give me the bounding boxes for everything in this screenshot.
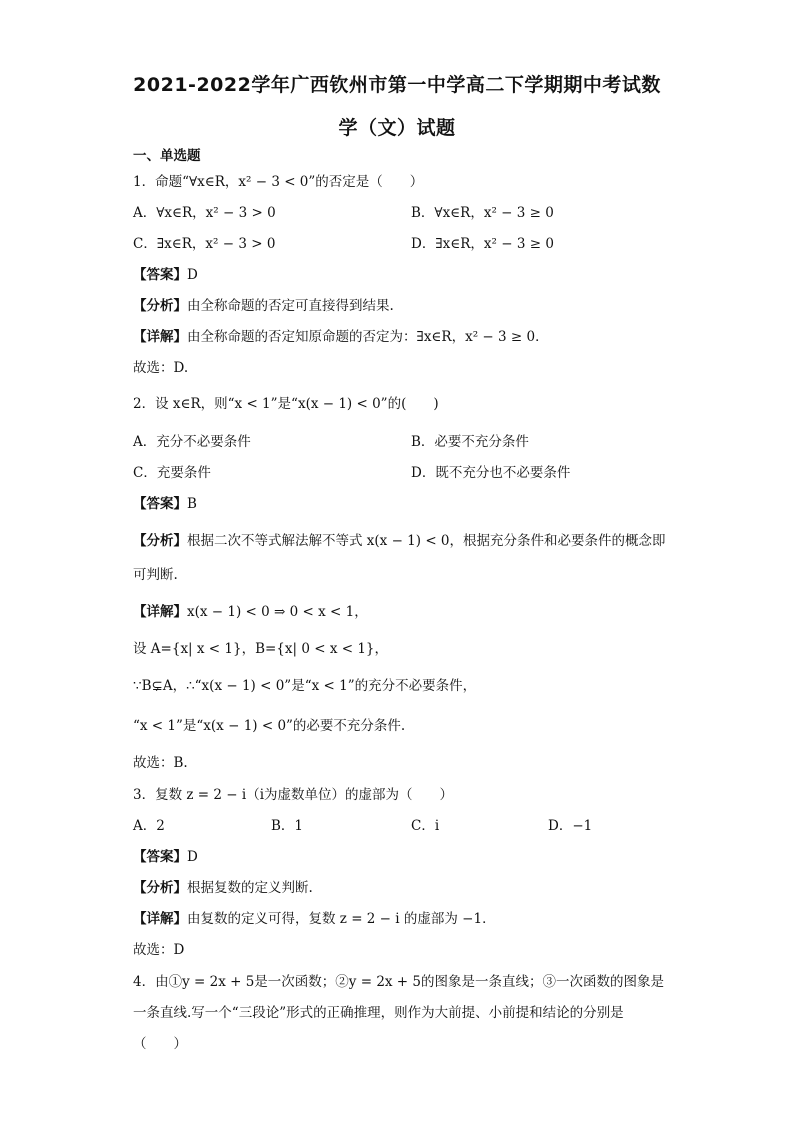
q4-stem: 4．由①y = 2x + 5是一次函数；②y = 2x + 5的图象是一条直线；③一次函数的图象是	[133, 974, 665, 990]
q3-option-d: D．−1	[548, 818, 593, 834]
analysis-tag: 【分析】	[133, 880, 187, 896]
q3-answer	[133, 848, 198, 866]
q1-option-d: D．∃x∈R，x² − 3 ≥ 0	[411, 236, 554, 252]
q1-option-c: C．∃x∈R，x² − 3 > 0	[133, 236, 276, 252]
q1-answer-value: D	[187, 267, 198, 283]
document-title-line-1: 2021-2022学年广西钦州市第一中学高二下学期期中考试数	[133, 74, 661, 96]
q1-conclusion: 故选：D.	[133, 360, 189, 376]
q2-detail-line-4: “x < 1”是“x(x − 1) < 0”的必要不充分条件.	[133, 718, 406, 734]
q3-option-c: C．i	[411, 818, 440, 834]
q3-stem: 3．复数 z = 2 − i（i为虚数单位）的虚部为（ ）	[133, 787, 454, 803]
analysis-tag: 【分析】	[133, 533, 187, 549]
q3-analysis-text: 根据复数的定义判断.	[187, 880, 313, 896]
answer-tag: 【答案】	[133, 849, 187, 865]
q3-analysis	[133, 879, 313, 897]
document-title-line-2: 学（文）试题	[338, 117, 456, 139]
q2-answer	[133, 495, 197, 513]
q3-detail	[133, 910, 496, 928]
q2-analysis-text: 根据二次不等式解法解不等式 x(x − 1) < 0，根据充分条件和必要条件的概念即	[187, 533, 666, 549]
q2-detail-line-2: 设 A={x| x < 1}，B={x| 0 < x < 1}，	[133, 641, 389, 657]
answer-tag: 【答案】	[133, 267, 187, 283]
q2-option-d: D．既不充分也不必要条件	[411, 465, 571, 481]
q1-stem: 1．命题“∀x∈R，x² − 3 < 0”的否定是（ ）	[133, 174, 424, 190]
q1-detail	[133, 328, 549, 346]
q2-stem: 2．设 x∈R，则“x < 1”是“x(x − 1) < 0”的( )	[133, 396, 439, 412]
q4-stem-line-3: （ ）	[133, 1036, 187, 1052]
analysis-tag: 【分析】	[133, 298, 187, 314]
q2-option-c: C．充要条件	[133, 465, 211, 481]
detail-tag: 【详解】	[133, 911, 187, 927]
q3-answer-value: D	[187, 849, 198, 865]
q1-answer	[133, 266, 198, 284]
q3-detail-text: 由复数的定义可得，复数 z = 2 − i 的虚部为 −1．	[187, 911, 496, 927]
q4-stem-line-2: 一条直线.写一个“三段论”形式的正确推理，则作为大前提、小前提和结论的分别是	[133, 1005, 624, 1021]
q3-conclusion: 故选：D	[133, 942, 185, 958]
q2-analysis	[133, 532, 666, 550]
q3-option-a: A．2	[133, 818, 165, 834]
q1-analysis-text: 由全称命题的否定可直接得到结果.	[187, 298, 394, 314]
q2-detail-text: x(x − 1) < 0 ⇒ 0 < x < 1，	[187, 604, 368, 620]
q2-analysis-cont: 可判断.	[133, 567, 178, 583]
q1-detail-text: 由全称命题的否定知原命题的否定为：∃x∈R，x² − 3 ≥ 0．	[187, 329, 549, 345]
q1-option-a: A．∀x∈R，x² − 3 > 0	[133, 205, 276, 221]
q2-detail	[133, 603, 368, 621]
detail-tag: 【详解】	[133, 604, 187, 620]
q2-detail-line-3: ∵B⊊A，∴“x(x − 1) < 0”是“x < 1”的充分不必要条件，	[133, 678, 477, 694]
q2-option-b: B．必要不充分条件	[411, 434, 529, 450]
q3-option-b: B．1	[271, 818, 304, 834]
q2-answer-value: B	[187, 496, 197, 512]
answer-tag: 【答案】	[133, 496, 187, 512]
section-heading: 一、单选题	[133, 148, 201, 164]
q2-conclusion: 故选：B.	[133, 755, 188, 771]
q1-analysis	[133, 297, 394, 315]
q2-option-a: A．充分不必要条件	[133, 434, 251, 450]
q1-option-b: B．∀x∈R，x² − 3 ≥ 0	[411, 205, 554, 221]
detail-tag: 【详解】	[133, 329, 187, 345]
